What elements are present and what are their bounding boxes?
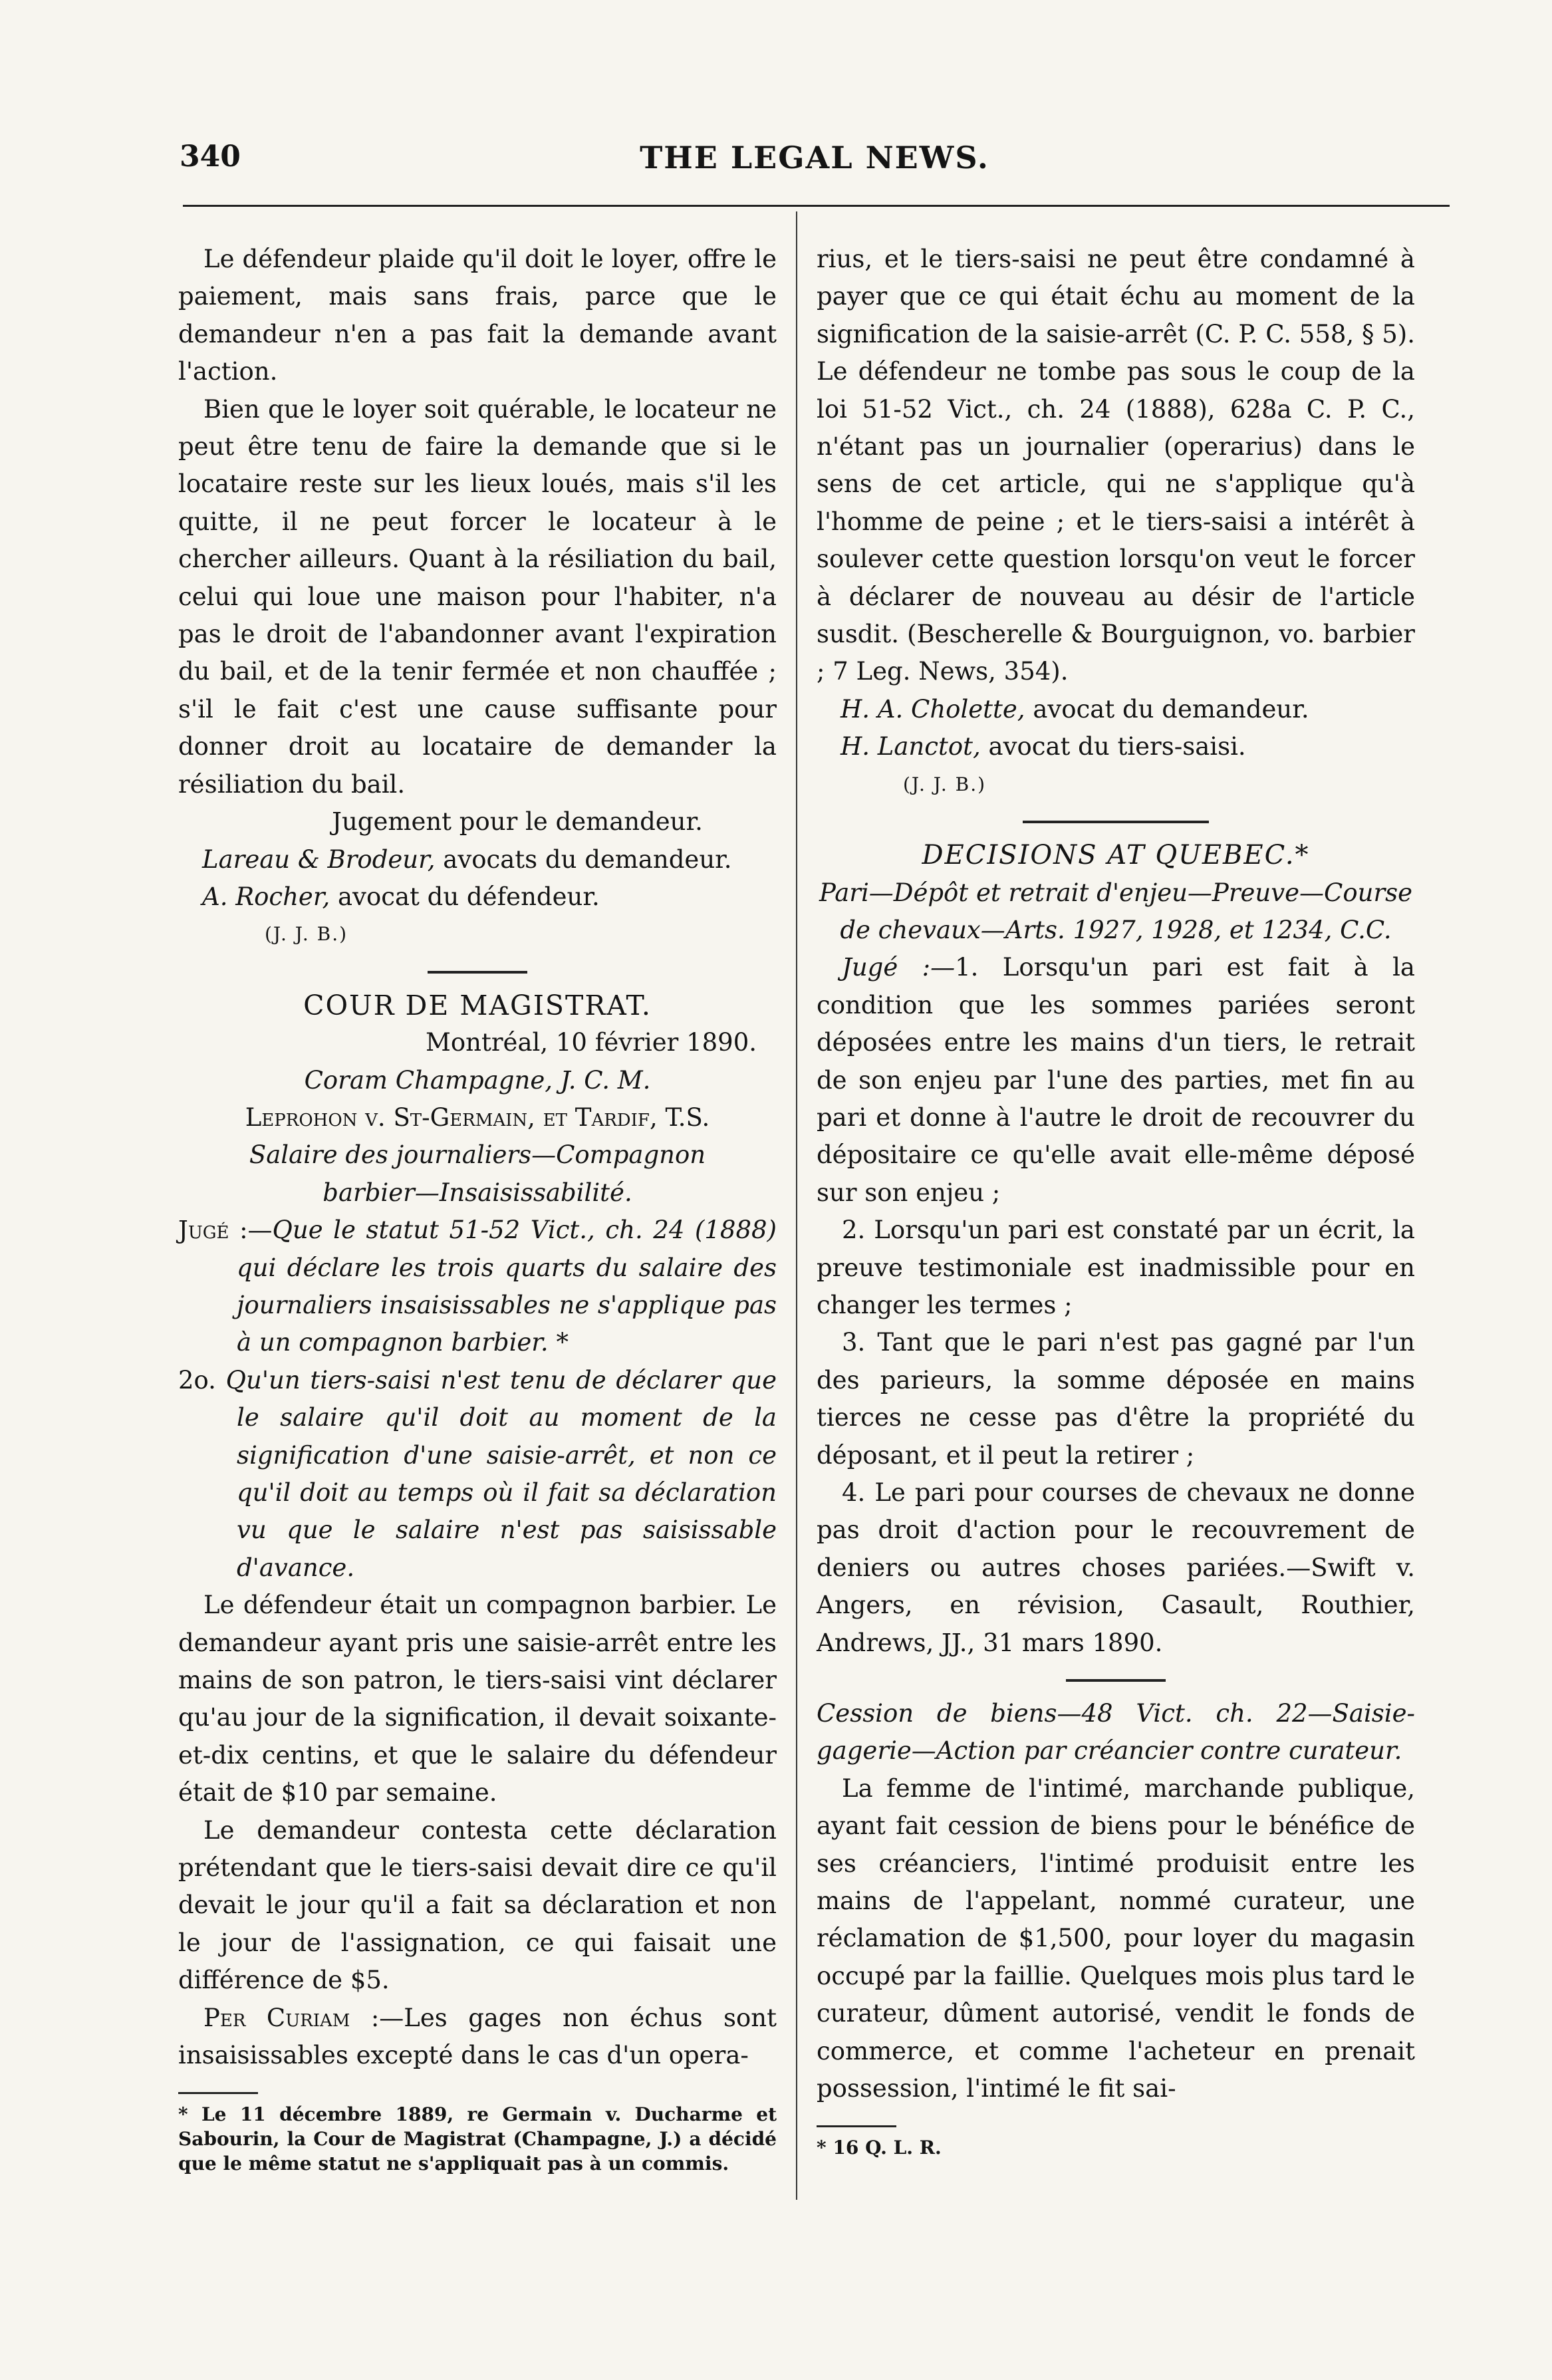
left-column — [178, 241, 777, 2176]
section-rule — [1066, 1679, 1166, 1682]
footnote: * Le 11 décembre 1889, re Germain v. Ducharme et Sabourin, la Cour de Magistrat (Champagne, J.) a décidé que le même statut ne s'appliquait pas à un commis. — [178, 2103, 777, 2175]
counsel-role: avocats du demandeur. — [443, 845, 732, 874]
paragraph: rius, et le tiers-saisi ne peut être condamné à payer que ce qui était échu au moment de la signification de la saisie-arrêt (C. P. C. 558, § 5). Le défendeur ne tombe pas sous le coup de la loi 51-52 Vict., ch. 24 (1888), 628a C. P. C., n'étant pas un journalier (operarius) dans le sens de cet article, qui ne s'applique qu'à l'homme de peine ; et le tiers-saisi a intérêt à soulever cette question lorsqu'on veut le forcer à déclarer de nouveau au désir de l'article susdit. (Bescherelle & Bourguignon, vo. barbier ; 7 Leg. News, 354). — [817, 245, 1415, 686]
section-rule — [428, 971, 527, 974]
running-title: THE LEGAL NEWS. — [640, 140, 989, 176]
counsel-role: avocat du défendeur. — [337, 882, 600, 911]
paragraph: Le demandeur contesta cette déclaration prétendant que le tiers-saisi devait dire ce qu'il devait le jour qu'il a fait sa déclaration et non le jour de l'assignation, ce qui faisait une différence de $5. — [178, 1815, 777, 1995]
page-number: 340 — [180, 140, 241, 174]
counsel-line — [178, 841, 777, 878]
case-parties: Leprohon v. St-Germain, et Tardif, T.S. — [245, 1103, 710, 1132]
counsel-line — [817, 728, 1415, 765]
paragraph: La femme de l'intimé, marchande publique, ayant fait cession de biens pour le bénéfice de ses créanciers, l'intimé produisit entre les mains de l'appelant, nommé curateur, une réclamation de $1,500, pour loyer du magasin occupé par la faillie. Quelques mois plus tard le curateur, dûment autorisé, vendit le fonds de commerce, et comme l'acheteur en prenait possession, l'intimé le fit sai- — [817, 1774, 1415, 2103]
paragraph: Le défendeur plaide qu'il doit le loyer, offre le paiement, mais sans frais, parce que le demandeur n'en a pas fait la demande avant l'action. — [178, 245, 777, 386]
holding-2: 2. Lorsqu'un pari est constaté par un écrit, la preuve testimoniale est inadmissible pour en changer les termes ; — [817, 1216, 1415, 1319]
judgment-line: Jugement pour le demandeur. — [332, 807, 703, 837]
case-subject: Pari—Dépôt et retrait d'enjeu—Preuve—Course de chevaux—Arts. 1927, 1928, et 1234, C.C. — [819, 878, 1413, 944]
holding-3: 3. Tant que le pari n'est pas gagné par l'un des parieurs, la somme déposée en mains tierces ne cesse pas d'être la propriété du déposant, et il peut la retirer ; — [817, 1328, 1415, 1470]
counsel-name: A. Rocher, — [202, 882, 330, 911]
holding-4: 4. Le pari pour courses de chevaux ne donne pas droit d'action pour le recouvrement de deniers ou autres choses pariées.—Swift v. Angers, en révision, Casault, Routhier, Andrews, JJ., 31 mars 1890. — [817, 1478, 1415, 1657]
reporter-initials: (J. J. B.) — [903, 773, 987, 795]
paragraph: Bien que le loyer soit quérable, le locateur ne peut être tenu de faire la demande que si le locataire reste sur les lieux loués, mais s'il les quitte, il ne peut forcer le locateur à le chercher ailleurs. Quant à la résiliation du bail, celui qui loue une maison pour l'habiter, n'a pas le droit de l'abandonner avant l'expiration du bail, et de la tenir fermée et non chauffée ; s'il le fait c'est une cause suffisante pour donner droit au locataire de demander la résiliation du bail. — [178, 394, 777, 799]
holding-1 — [817, 949, 1415, 1212]
counsel-name: H. A. Cholette, — [841, 694, 1025, 724]
section-rule — [1023, 821, 1209, 823]
paragraph: Le défendeur était un compagnon barbier. Le demandeur ayant pris une saisie-arrêt entre les mains de son patron, le tiers-saisi vint déclarer qu'au jour de la signification, il devait soixante-et-dix centins, et que le salaire du défendeur était de $10 par semaine. — [178, 1591, 777, 1807]
counsel-role: avocat du demandeur. — [1033, 694, 1309, 724]
counsel-role: avocat du tiers-saisi. — [988, 732, 1246, 761]
footnote: * 16 Q. L. R. — [817, 2136, 942, 2159]
holding-text: 1. Lorsqu'un pari est fait à la condition que les sommes pariées seront déposées entre les mains d'un tiers, le retrait de son enjeu par l'une des parties, met fin au pari et donne à l'autre le droit de recouvrer du dépositaire ce qu'elle avait elle-même déposé sur son enjeu ; — [817, 953, 1415, 1207]
coram-line: Coram Champagne, J. C. M. — [304, 1065, 651, 1095]
paragraph — [178, 2000, 777, 2075]
holding-2 — [178, 1362, 777, 1587]
holding-1 — [178, 1212, 777, 1362]
counsel-name: H. Lanctot, — [841, 732, 981, 761]
per-curiam-label: Per Curiam — [203, 2003, 350, 2032]
case-subject: Salaire des journaliers—Compagnon barbier—Insaisissabilité. — [249, 1140, 706, 1207]
holding-text: Qu'un tiers-saisi n'est tenu de déclarer que le salaire qu'il doit au moment de la signification d'une saisie-arrêt, et non ce qu'il doit au temps où il fait sa déclaration vu que le salaire n'est pas saisissable d'avance. — [225, 1365, 777, 1582]
holding-label: Jugé :— — [178, 1216, 273, 1245]
page-header — [180, 133, 1450, 186]
holding-label: 2o. — [178, 1365, 216, 1394]
counsel-name: Lareau & Brodeur, — [202, 845, 436, 874]
holding-label: Jugé :— — [842, 953, 956, 982]
section-heading: DECISIONS AT QUEBEC.* — [922, 840, 1310, 871]
header-rule — [183, 205, 1450, 207]
right-column — [817, 241, 1415, 2160]
court-heading: COUR DE MAGISTRAT. — [303, 989, 652, 1021]
place-date: Montréal, 10 février 1890. — [426, 1028, 757, 1057]
per-curiam-text: :—Les gages non échus sont insaisissables excepté dans le cas d'un opera- — [178, 2003, 777, 2070]
column-divider — [796, 211, 797, 2200]
holding-text: Que le statut 51-52 Vict., ch. 24 (1888) qui déclare les trois quarts du salaire des journaliers insaisissables ne s'applique pas à un compagnon barbier. * — [237, 1216, 777, 1357]
counsel-line — [817, 691, 1415, 728]
counsel-line — [178, 878, 777, 916]
reporter-initials: (J. J. B.) — [265, 923, 348, 946]
footnote-rule — [817, 2125, 896, 2127]
case-subject: Cession de biens—48 Vict. ch. 22—Saisie-gagerie—Action par créancier contre curateur. — [817, 1699, 1415, 1766]
footnote-rule — [178, 2092, 258, 2094]
